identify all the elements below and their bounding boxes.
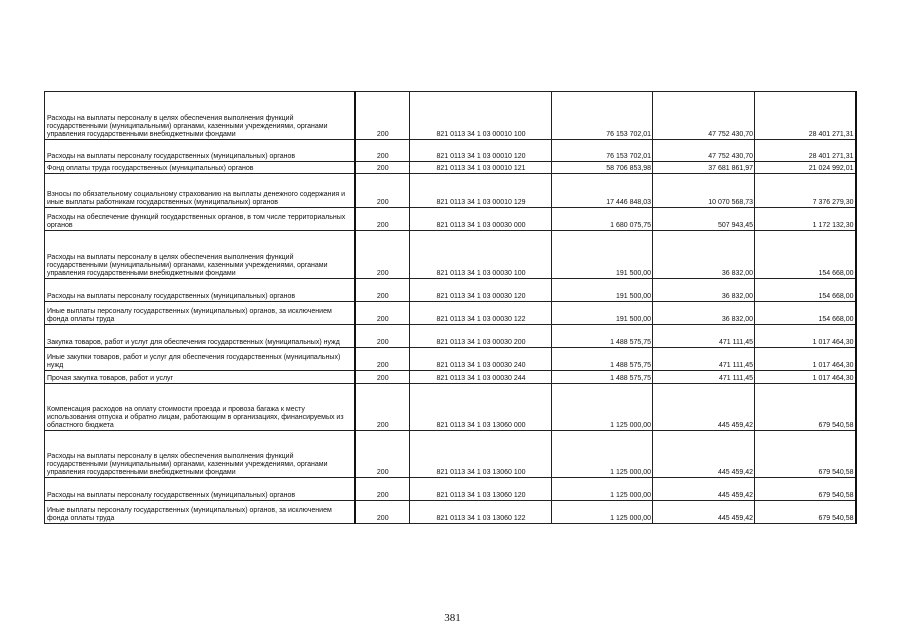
table-row (45, 325, 856, 348)
executed-amount-cell: 445 459,42 (653, 478, 755, 501)
table-row (45, 371, 856, 384)
approved-amount-cell: 1 125 000,00 (552, 501, 653, 524)
table-row (45, 92, 856, 140)
approved-amount-cell: 1 125 000,00 (552, 384, 653, 431)
executed-amount-cell: 445 459,42 (653, 431, 755, 478)
table-row (45, 384, 856, 431)
approved-amount-cell: 191 500,00 (552, 302, 653, 325)
table-row (45, 478, 856, 501)
approved-amount-cell: 1 125 000,00 (552, 431, 653, 478)
expense-name-cell: Расходы на обеспечение функций государственных органов, в том числе территориальных органов (45, 208, 355, 231)
budget-classification-code-cell: 821 0113 34 1 03 00030 240 (410, 348, 552, 371)
executed-amount-cell: 36 832,00 (653, 302, 755, 325)
line-code-cell: 200 (355, 371, 410, 384)
expense-name-cell: Иные выплаты персоналу государственных (муниципальных) органов, за исключением фонда оплаты труда (45, 501, 355, 524)
budget-execution-table (44, 91, 857, 524)
approved-amount-cell: 17 446 848,03 (552, 174, 653, 208)
unexecuted-amount-cell: 21 024 992,01 (755, 162, 856, 174)
executed-amount-cell: 471 111,45 (653, 325, 755, 348)
table-row (45, 302, 856, 325)
unexecuted-amount-cell: 28 401 271,31 (755, 140, 856, 162)
approved-amount-cell: 1 488 575,75 (552, 348, 653, 371)
line-code-cell: 200 (355, 231, 410, 279)
unexecuted-amount-cell: 679 540,58 (755, 501, 856, 524)
line-code-cell: 200 (355, 302, 410, 325)
executed-amount-cell: 47 752 430,70 (653, 140, 755, 162)
table-row (45, 174, 856, 208)
unexecuted-amount-cell: 1 017 464,30 (755, 371, 856, 384)
executed-amount-cell: 47 752 430,70 (653, 92, 755, 140)
approved-amount-cell: 58 706 853,98 (552, 162, 653, 174)
expense-name-cell: Расходы на выплаты персоналу в целях обеспечения выполнения функций государственными (муниципальными) органами, казенными учреждениями, органами управления государственными внебюджетными фондами (45, 431, 355, 478)
approved-amount-cell: 1 488 575,75 (552, 371, 653, 384)
budget-classification-code-cell: 821 0113 34 1 03 13060 120 (410, 478, 552, 501)
table-body (45, 92, 856, 524)
budget-classification-code-cell: 821 0113 34 1 03 00030 120 (410, 279, 552, 302)
budget-classification-code-cell: 821 0113 34 1 03 00010 129 (410, 174, 552, 208)
unexecuted-amount-cell: 154 668,00 (755, 302, 856, 325)
unexecuted-amount-cell: 1 017 464,30 (755, 348, 856, 371)
line-code-cell: 200 (355, 92, 410, 140)
executed-amount-cell: 36 832,00 (653, 231, 755, 279)
executed-amount-cell: 445 459,42 (653, 384, 755, 431)
line-code-cell: 200 (355, 279, 410, 302)
line-code-cell: 200 (355, 162, 410, 174)
budget-classification-code-cell: 821 0113 34 1 03 00030 000 (410, 208, 552, 231)
line-code-cell: 200 (355, 325, 410, 348)
unexecuted-amount-cell: 679 540,58 (755, 431, 856, 478)
unexecuted-amount-cell: 154 668,00 (755, 279, 856, 302)
table-row (45, 208, 856, 231)
unexecuted-amount-cell: 1 017 464,30 (755, 325, 856, 348)
approved-amount-cell: 76 153 702,01 (552, 92, 653, 140)
executed-amount-cell: 445 459,42 (653, 501, 755, 524)
expense-name-cell: Закупка товаров, работ и услуг для обеспечения государственных (муниципальных) нужд (45, 325, 355, 348)
table-row (45, 279, 856, 302)
line-code-cell: 200 (355, 501, 410, 524)
approved-amount-cell: 76 153 702,01 (552, 140, 653, 162)
approved-amount-cell: 1 488 575,75 (552, 325, 653, 348)
expense-name-cell: Иные закупки товаров, работ и услуг для обеспечения государственных (муниципальных) нужд (45, 348, 355, 371)
expense-name-cell: Расходы на выплаты персоналу государственных (муниципальных) органов (45, 140, 355, 162)
expense-name-cell: Расходы на выплаты персоналу государственных (муниципальных) органов (45, 279, 355, 302)
expense-name-cell: Взносы по обязательному социальному страхованию на выплаты денежного содержания и иные выплаты работникам государственных (муниципальных) органов (45, 174, 355, 208)
budget-classification-code-cell: 821 0113 34 1 03 00010 100 (410, 92, 552, 140)
executed-amount-cell: 471 111,45 (653, 371, 755, 384)
budget-classification-code-cell: 821 0113 34 1 03 00010 120 (410, 140, 552, 162)
expense-name-cell: Расходы на выплаты персоналу в целях обеспечения выполнения функций государственными (муниципальными) органами, казенными учреждениями, органами управления государственными внебюджетными фондами (45, 231, 355, 279)
line-code-cell: 200 (355, 208, 410, 231)
budget-classification-code-cell: 821 0113 34 1 03 13060 000 (410, 384, 552, 431)
approved-amount-cell: 1 125 000,00 (552, 478, 653, 501)
approved-amount-cell: 1 680 075,75 (552, 208, 653, 231)
unexecuted-amount-cell: 154 668,00 (755, 231, 856, 279)
approved-amount-cell: 191 500,00 (552, 279, 653, 302)
expense-name-cell: Прочая закупка товаров, работ и услуг (45, 371, 355, 384)
budget-classification-code-cell: 821 0113 34 1 03 13060 100 (410, 431, 552, 478)
unexecuted-amount-cell: 679 540,58 (755, 384, 856, 431)
table-row (45, 431, 856, 478)
line-code-cell: 200 (355, 478, 410, 501)
line-code-cell: 200 (355, 348, 410, 371)
budget-classification-code-cell: 821 0113 34 1 03 13060 122 (410, 501, 552, 524)
budget-classification-code-cell: 821 0113 34 1 03 00030 244 (410, 371, 552, 384)
expense-name-cell: Компенсация расходов на оплату стоимости проезда и провоза багажа к месту использования отпуска и обратно лицам, работающим в организациях, финансируемых из областного бюджета (45, 384, 355, 431)
budget-classification-code-cell: 821 0113 34 1 03 00030 122 (410, 302, 552, 325)
executed-amount-cell: 471 111,45 (653, 348, 755, 371)
executed-amount-cell: 507 943,45 (653, 208, 755, 231)
approved-amount-cell: 191 500,00 (552, 231, 653, 279)
table-row (45, 140, 856, 162)
line-code-cell: 200 (355, 140, 410, 162)
executed-amount-cell: 36 832,00 (653, 279, 755, 302)
unexecuted-amount-cell: 679 540,58 (755, 478, 856, 501)
expense-name-cell: Расходы на выплаты персоналу государственных (муниципальных) органов (45, 478, 355, 501)
table-row (45, 501, 856, 524)
budget-classification-code-cell: 821 0113 34 1 03 00010 121 (410, 162, 552, 174)
expense-name-cell: Фонд оплаты труда государственных (муниципальных) органов (45, 162, 355, 174)
unexecuted-amount-cell: 7 376 279,30 (755, 174, 856, 208)
unexecuted-amount-cell: 28 401 271,31 (755, 92, 856, 140)
line-code-cell: 200 (355, 174, 410, 208)
table-row (45, 348, 856, 371)
page-number: 381 (444, 612, 461, 624)
table-row (45, 162, 856, 174)
budget-classification-code-cell: 821 0113 34 1 03 00030 100 (410, 231, 552, 279)
expense-name-cell: Иные выплаты персоналу государственных (муниципальных) органов, за исключением фонда оплаты труда (45, 302, 355, 325)
budget-classification-code-cell: 821 0113 34 1 03 00030 200 (410, 325, 552, 348)
line-code-cell: 200 (355, 384, 410, 431)
unexecuted-amount-cell: 1 172 132,30 (755, 208, 856, 231)
table-row (45, 231, 856, 279)
expense-name-cell: Расходы на выплаты персоналу в целях обеспечения выполнения функций государственными (муниципальными) органами, казенными учреждениями, органами управления государственными внебюджетными фондами (45, 92, 355, 140)
executed-amount-cell: 10 070 568,73 (653, 174, 755, 208)
line-code-cell: 200 (355, 431, 410, 478)
executed-amount-cell: 37 681 861,97 (653, 162, 755, 174)
